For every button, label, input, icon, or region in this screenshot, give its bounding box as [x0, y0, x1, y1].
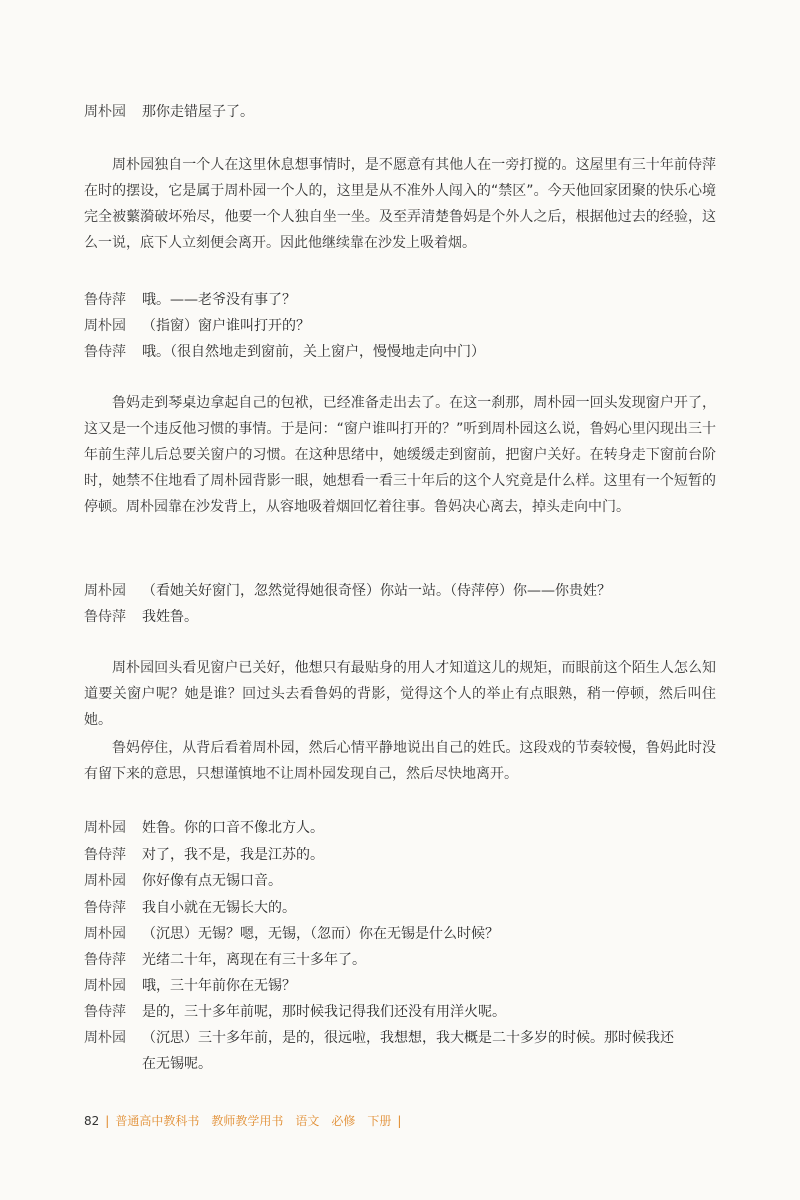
dialogue-text: （指窗）窗户谁叫打开的？ — [142, 318, 310, 334]
dialogue-line — [84, 581, 611, 601]
dialogue-text: 我自小就在无锡长大的。 — [142, 900, 296, 916]
dialogue-line — [84, 871, 282, 891]
dialogue-continuation: 在无锡呢。 — [142, 1056, 212, 1072]
speaker-name: 周朴园 — [84, 318, 126, 334]
speaker-name: 鲁侍萍 — [84, 952, 126, 968]
speaker-name: 鲁侍萍 — [84, 609, 126, 625]
dialogue-text: 是的，三十多年前呢，那时候我记得我们还没有用洋火呢。 — [142, 1004, 506, 1020]
dialogue-text: 对了，我不是，我是江苏的。 — [142, 847, 324, 863]
speaker-name: 鲁侍萍 — [84, 344, 126, 360]
speaker-name: 周朴园 — [84, 583, 126, 599]
speaker-name: 周朴园 — [84, 978, 126, 994]
speaker-name: 鲁侍萍 — [84, 847, 126, 863]
dialogue-text: （看她关好窗门，忽然觉得她很奇怪）你站一站。（侍萍停）你——你贵姓？ — [142, 583, 611, 599]
dialogue-line — [84, 1002, 506, 1022]
dialogue-text: （沉思）三十多年前，是的，很远啦，我想想，我大概是二十多岁的时候。那时候我还 — [142, 1030, 674, 1046]
dialogue-text: 哦，三十年前你在无锡？ — [142, 978, 296, 994]
dialogue-text: 哦。——老爷没有事了？ — [142, 292, 296, 308]
dialogue-text: 那你走错屋子了。 — [142, 104, 254, 120]
dialogue-line — [84, 976, 296, 996]
dialogue-text: 你好像有点无锡口音。 — [142, 873, 282, 889]
speaker-name: 周朴园 — [84, 104, 126, 120]
speaker-name: 鲁侍萍 — [84, 900, 126, 916]
commentary-paragraph: 鲁妈走到琴桌边拿起自己的包袱，已经准备走出去了。在这一刹那，周朴园一回头发现窗户开了，这又是一个违反他习惯的事情。于是问：“窗户谁叫打开的？”听到周朴园这么说，鲁妈心里闪现出三十年前生萍儿后总要关窗户的习惯。在这种思绪中，她缓缓走到窗前，把窗户关好。在转身走下窗前台阶时，她禁不住地看了周朴园背影一眼，她想看一看三十年后的这个人究竟是什么样。这里有一个短暂的停顿。周朴园靠在沙发背上，从容地吸着烟回忆着往事。鲁妈决心离去，掉头走向中门。 — [84, 395, 716, 515]
dialogue-text: 哦。（很自然地走到窗前，关上窗户，慢慢地走向中门） — [142, 344, 485, 360]
dialogue-line — [84, 845, 324, 865]
dialogue-text: （沉思）无锡？嗯，无锡，（忽而）你在无锡是什么时候？ — [142, 926, 499, 942]
dialogue-line — [84, 607, 198, 627]
dialogue-line — [84, 316, 310, 336]
dialogue-line — [84, 342, 485, 362]
commentary-paragraph: 周朴园独自一个人在这里休息想事情时，是不愿意有其他人在一旁打搅的。这屋里有三十年前侍萍在时的摆设，它是属于周朴园一个人的，这里是从不准外人闯入的“禁区”。今天他回家团聚的快乐心境完全被蘩漪破坏殆尽，他要一个人独自坐一坐。及至弄清楚鲁妈是个外人之后，根据他过去的经验，这么一说，底下人立刻便会离开。因此他继续靠在沙发上吸着烟。 — [84, 157, 716, 251]
dialogue-line — [84, 290, 296, 310]
page-number: 82 — [84, 1114, 100, 1128]
speaker-name: 鲁侍萍 — [84, 1004, 126, 1020]
book-title: 普通高中教科书 教师教学用书 语文 必修 下册 — [115, 1114, 392, 1128]
footer-divider: | — [397, 1114, 402, 1128]
dialogue-line — [84, 950, 366, 970]
speaker-name: 周朴园 — [84, 926, 126, 942]
dialogue-text: 姓鲁。你的口音不像北方人。 — [142, 820, 324, 836]
speaker-name: 鲁侍萍 — [84, 292, 126, 308]
speaker-name: 周朴园 — [84, 873, 126, 889]
dialogue-text: 我姓鲁。 — [142, 609, 198, 625]
dialogue-line — [84, 1028, 674, 1048]
commentary-paragraph: 周朴园回头看见窗户已关好，他想只有最贴身的用人才知道这儿的规矩，而眼前这个陌生人怎么知道要关窗户呢？她是谁？回过头去看鲁妈的背影，觉得这个人的举止有点眼熟，稍一停顿，然后叫住她。 — [84, 660, 716, 728]
speaker-name: 周朴园 — [84, 1030, 126, 1046]
dialogue-line — [84, 924, 499, 944]
dialogue-line — [84, 898, 296, 918]
page-footer — [84, 1112, 407, 1130]
commentary-paragraph: 鲁妈停住，从背后看着周朴园，然后心情平静地说出自己的姓氏。这段戏的节奏较慢，鲁妈此时没有留下来的意思，只想谨慎地不让周朴园发现自己，然后尽快地离开。 — [84, 740, 716, 782]
speaker-name: 周朴园 — [84, 820, 126, 836]
dialogue-text: 光绪二十年，离现在有三十多年了。 — [142, 952, 366, 968]
dialogue-line — [84, 818, 324, 838]
dialogue-line — [84, 102, 254, 122]
footer-divider: | — [105, 1114, 110, 1128]
